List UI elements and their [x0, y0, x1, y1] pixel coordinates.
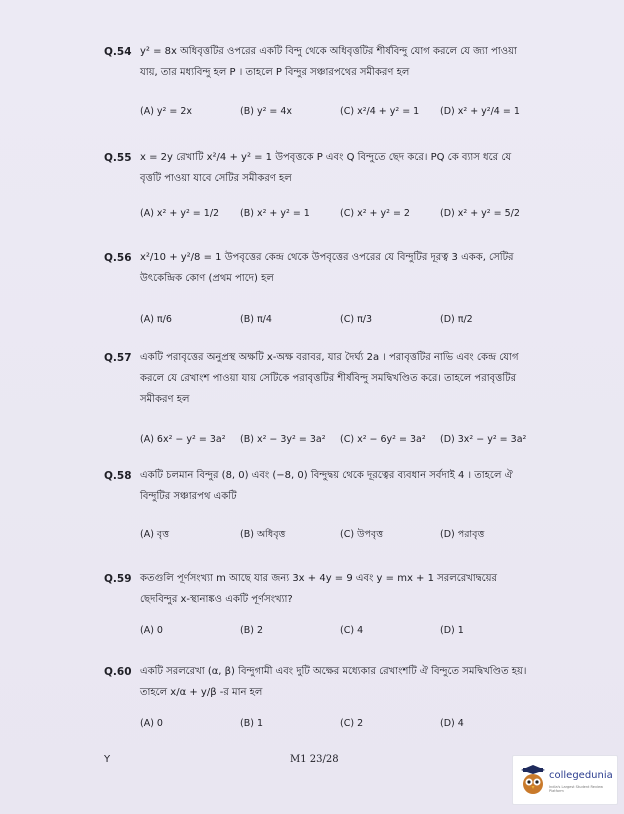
option-c: (C) উপবৃত্ত: [340, 529, 383, 540]
option-a: (A) y² = 2x: [140, 106, 193, 117]
option-a: (A) 6x² − y² = 3a²: [140, 434, 226, 445]
footer-mark: Y: [104, 754, 111, 765]
question-number: Q.59: [104, 573, 132, 585]
question-text: একটি চলমান বিন্দুর (8, 0) এবং (−8, 0) বিন্দুদ্বয় থেকে দূরত্বের ব্যবধান সর্বদাই 4 । তাহলে ঐ বিন্দুটির সঞ্চারপথ একটি: [140, 470, 513, 502]
option-d: (D) 4: [440, 718, 464, 729]
option-d: (D) x² + y² = 5/2: [440, 208, 520, 219]
option-c: (C) x² + y² = 2: [340, 208, 410, 219]
option-a: (A) π/6: [140, 314, 172, 325]
option-b: (B) π/4: [240, 314, 272, 325]
option-c: (C) 2: [340, 718, 364, 729]
question-text: y² = 8x অধিবৃত্তটির ওপরের একটি বিন্দু থেকে অধিবৃত্তটির শীর্ষবিন্দু যোগ করলে যে জ্যা পাওয়া যায়, তার মধ্যবিন্দু হল P । তাহলে P বিন্দুর সঞ্চারপথের সমীকরণ হল: [140, 46, 517, 78]
watermark-tagline: India's Largest Student Review Platform: [549, 785, 604, 793]
question-text: একটি পরাবৃত্তের অনুপ্রস্থ অক্ষটি x-অক্ষ বরাবর, যার দৈর্ঘ্য 2a । পরাবৃত্তটির নাভি এবং কেন্দ্র যোগ করলে যে রেখাংশ পাওয়া যায় সেটিকে পরাবৃত্তটির শীর্ষবিন্দু সমদ্বিখণ্ডিত করে। তাহলে পরাবৃত্তটির সমীকরণ হল: [140, 352, 519, 405]
question-text: x²/10 + y²/8 = 1 উপবৃত্তের কেন্দ্র থেকে উপবৃত্তের ওপরের যে বিন্দুটির দূরত্ব 3 একক, সেটির উৎকেন্দ্রিক কোণ (প্রথম পাদে) হল: [140, 252, 514, 284]
option-b: (B) অধিবৃত্ত: [240, 529, 286, 540]
question-number: Q.60: [104, 666, 132, 678]
option-c: (C) x²/4 + y² = 1: [340, 106, 420, 117]
question-text: x = 2y রেখাটি x²/4 + y² = 1 উপবৃত্তকে P এবং Q বিন্দুতে ছেদ করে। PQ কে ব্যাস ধরে যে বৃত্তটি পাওয়া যাবে সেটির সমীকরণ হল: [140, 152, 512, 184]
question-number: Q.54: [104, 46, 132, 58]
option-c: (C) 4: [340, 625, 364, 636]
question-text: কতগুলি পূর্ণসংখ্যা m আছে যার জন্য 3x + 4y = 9 এবং y = mx + 1 সরলরেখাদ্বয়ের ছেদবিন্দুর x-স্থানাঙ্কও একটি পূর্ণসংখ্যা?: [140, 573, 498, 605]
watermark-name: collegedunia: [549, 770, 613, 781]
option-a: (A) 0: [140, 718, 163, 729]
question-text: একটি সরলরেখা (α, β) বিন্দুগামী এবং দুটি অক্ষের মধ্যেকার রেখাংশটি ঐ বিন্দুতে সমদ্বিখণ্ডিত হয়। তাহলে x/α + y/β -র মান হল: [140, 666, 527, 698]
option-d: (D) x² + y²/4 = 1: [440, 106, 520, 117]
option-c: (C) x² − 6y² = 3a²: [340, 434, 426, 445]
question-number: Q.56: [104, 252, 132, 264]
watermark-logo: [512, 755, 618, 805]
option-a: (A) বৃত্ত: [140, 529, 170, 540]
option-d: (D) 3x² − y² = 3a²: [440, 434, 527, 445]
owl-graduate-icon: [519, 764, 547, 796]
option-b: (B) x² + y² = 1: [240, 208, 310, 219]
option-b: (B) y² = 4x: [240, 106, 293, 117]
option-d: (D) পরাবৃত্ত: [440, 529, 485, 540]
question-number: Q.57: [104, 352, 132, 364]
option-a: (A) x² + y² = 1/2: [140, 208, 220, 219]
option-b: (B) x² − 3y² = 3a²: [240, 434, 326, 445]
question-number: Q.58: [104, 470, 132, 482]
page-number: M1 23/28: [290, 754, 339, 765]
option-a: (A) 0: [140, 625, 163, 636]
option-b: (B) 1: [240, 718, 263, 729]
option-d: (D) π/2: [440, 314, 473, 325]
question-number: Q.55: [104, 152, 132, 164]
option-c: (C) π/3: [340, 314, 373, 325]
option-d: (D) 1: [440, 625, 464, 636]
option-b: (B) 2: [240, 625, 263, 636]
